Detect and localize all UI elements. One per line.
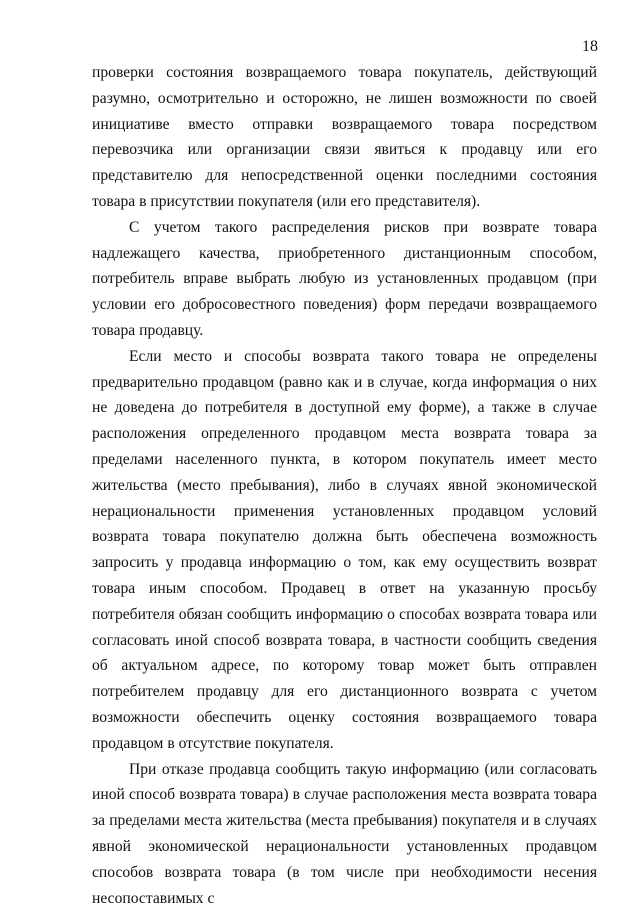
paragraph-seller-refusal: При отказе продавца сообщить такую информацию (или согласовать иной способ возврата товара) в случае расположения места возврата товара за пределами места жительства (места пребывания) покупателя и в случаях явной экономической нерациональности установленных продавцом способов возврата товара (в том числе при необходимости несения несопоставимых с	[92, 760, 597, 907]
page-number: 18	[582, 38, 598, 55]
paragraph-continuation: проверки состояния возвращаемого товара покупатель, действующий разумно, осмотрительно и осторожно, не лишен возможности по своей инициативе вместо отправки возвращаемого товара посредством перевозчика или организации связи явиться к продавцу или его представителю для непосредственной оценки последними состояния товара в присутствии покупателя (или его представителя).	[92, 64, 597, 210]
paragraph-risk-distribution: С учетом такого распределения рисков при возврате товара надлежащего качества, приобретенного дистанционным способом, потребитель вправе выбрать любую из установленных продавцом (при условии его добросовестного поведения) форм передачи возвращаемого товара продавцу.	[92, 218, 597, 339]
document-body	[92, 60, 597, 911]
paragraph-return-place: Если место и способы возврата такого товара не определены предварительно продавцом (равно как и в случае, когда информация о них не доведена до потребителя в доступной ему форме), а также в случае расположения определенного продавцом места возврата товара за пределами населенного пункта, в котором покупатель имеет место жительства (место пребывания), либо в случаях явной экономической нерациональности применения установленных продавцом условий возврата товара покупателю должна быть обеспечена возможность запросить у продавца информацию о том, как ему осуществить возврат товара иным способом. Продавец в ответ на указанную просьбу потребителя обязан сообщить информацию о способах возврата товара или согласовать иной способ возврата товара, в частности сообщить сведения об актуальном адресе, по которому товар может быть отправлен потребителем продавцу для его дистанционного возврата с учетом возможности обеспечить оценку состояния возвращаемого товара продавцом в отсутствие покупателя.	[92, 347, 597, 752]
